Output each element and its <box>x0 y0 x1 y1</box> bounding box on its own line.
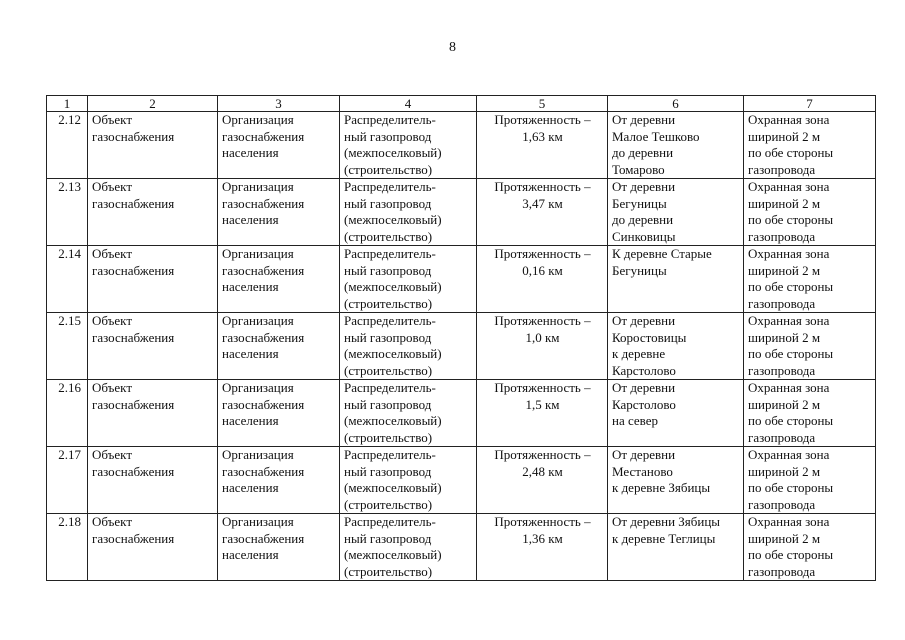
protection-zone-cell <box>744 313 876 380</box>
object-name-cell-text: Объект газоснабжения <box>92 313 175 345</box>
purpose-cell-text: Организация газоснабжения населения <box>222 313 305 361</box>
object-name-cell <box>88 179 218 246</box>
pipeline-type-cell <box>340 112 477 179</box>
location-cell <box>608 246 744 313</box>
location-cell <box>608 514 744 581</box>
column-header: 5 <box>477 96 608 112</box>
location-cell-text: От деревни Карстолово на север <box>612 380 676 428</box>
table-header-row <box>47 96 876 112</box>
column-header: 1 <box>47 96 88 112</box>
pipeline-type-cell <box>340 514 477 581</box>
purpose-cell <box>218 380 340 447</box>
pipeline-type-cell-text: Распределитель- ный газопровод (межпоселковый) (строительство) <box>344 514 442 579</box>
location-cell <box>608 179 744 246</box>
protection-zone-cell-text: Охранная зона шириной 2 м по обе стороны газопровода <box>748 380 834 445</box>
protection-zone-cell <box>744 447 876 514</box>
location-cell <box>608 112 744 179</box>
extent-cell-text: Протяженность – 2,48 км <box>494 447 591 479</box>
purpose-cell <box>218 246 340 313</box>
location-cell-text: От деревни Зябицы к деревне Теглицы <box>612 514 721 546</box>
extent-cell-text: Протяженность – 1,63 км <box>494 112 591 144</box>
location-cell-text: К деревне Старые Бегуницы <box>612 246 712 278</box>
purpose-cell-text: Организация газоснабжения населения <box>222 179 305 227</box>
row-number-cell <box>47 112 88 179</box>
protection-zone-cell <box>744 112 876 179</box>
extent-cell-text: Протяженность – 1,36 км <box>494 514 591 546</box>
purpose-cell <box>218 313 340 380</box>
gas-supply-objects-table <box>46 95 876 581</box>
row-number-cell <box>47 313 88 380</box>
extent-cell <box>477 179 608 246</box>
column-header: 4 <box>340 96 477 112</box>
table-row <box>47 246 876 313</box>
object-name-cell-text: Объект газоснабжения <box>92 447 175 479</box>
object-name-cell-text: Объект газоснабжения <box>92 380 175 412</box>
object-name-cell <box>88 447 218 514</box>
column-header: 2 <box>88 96 218 112</box>
purpose-cell-text: Организация газоснабжения населения <box>222 514 305 562</box>
protection-zone-cell <box>744 246 876 313</box>
page-number: 8 <box>449 40 456 55</box>
protection-zone-cell <box>744 380 876 447</box>
extent-cell <box>477 246 608 313</box>
object-name-cell-text: Объект газоснабжения <box>92 246 175 278</box>
row-number-cell <box>47 246 88 313</box>
location-cell-text: От деревни Коростовицы к деревне Карстолово <box>612 313 687 378</box>
purpose-cell <box>218 112 340 179</box>
protection-zone-cell-text: Охранная зона шириной 2 м по обе стороны газопровода <box>748 179 834 244</box>
pipeline-type-cell-text: Распределитель- ный газопровод (межпоселковый) (строительство) <box>344 179 442 244</box>
location-cell-text: От деревни Местаново к деревне Зябицы <box>612 447 711 495</box>
pipeline-type-cell <box>340 179 477 246</box>
pipeline-type-cell <box>340 313 477 380</box>
extent-cell-text: Протяженность – 1,0 км <box>494 313 591 345</box>
purpose-cell-text: Организация газоснабжения населения <box>222 112 305 160</box>
extent-cell <box>477 313 608 380</box>
row-number-cell <box>47 179 88 246</box>
location-cell-text: От деревни Малое Тешково до деревни Томарово <box>612 112 700 177</box>
table-body <box>47 112 876 581</box>
protection-zone-cell-text: Охранная зона шириной 2 м по обе стороны газопровода <box>748 514 834 579</box>
extent-cell-text: Протяженность – 0,16 км <box>494 246 591 278</box>
object-name-cell-text: Объект газоснабжения <box>92 514 175 546</box>
column-header: 6 <box>608 96 744 112</box>
extent-cell-text: Протяженность – 3,47 км <box>494 179 591 211</box>
object-name-cell <box>88 112 218 179</box>
pipeline-type-cell-text: Распределитель- ный газопровод (межпоселковый) (строительство) <box>344 246 442 311</box>
table-row <box>47 514 876 581</box>
object-name-cell <box>88 246 218 313</box>
extent-cell <box>477 112 608 179</box>
column-header: 3 <box>218 96 340 112</box>
table-row <box>47 179 876 246</box>
pipeline-type-cell <box>340 246 477 313</box>
object-name-cell-text: Объект газоснабжения <box>92 179 175 211</box>
row-number-cell <box>47 380 88 447</box>
row-number-cell <box>47 514 88 581</box>
protection-zone-cell-text: Охранная зона шириной 2 м по обе стороны газопровода <box>748 447 834 512</box>
purpose-cell-text: Организация газоснабжения населения <box>222 246 305 294</box>
row-number-cell-text: 2.16 <box>58 380 81 395</box>
row-number-cell-text: 2.14 <box>58 246 81 261</box>
table-row <box>47 380 876 447</box>
purpose-cell <box>218 514 340 581</box>
pipeline-type-cell-text: Распределитель- ный газопровод (межпоселковый) (строительство) <box>344 447 442 512</box>
object-name-cell <box>88 313 218 380</box>
location-cell <box>608 313 744 380</box>
pipeline-type-cell <box>340 447 477 514</box>
extent-cell <box>477 514 608 581</box>
location-cell <box>608 447 744 514</box>
row-number-cell-text: 2.17 <box>58 447 81 462</box>
object-name-cell <box>88 380 218 447</box>
table-row <box>47 112 876 179</box>
protection-zone-cell-text: Охранная зона шириной 2 м по обе стороны газопровода <box>748 112 834 177</box>
pipeline-type-cell-text: Распределитель- ный газопровод (межпоселковый) (строительство) <box>344 313 442 378</box>
column-header: 7 <box>744 96 876 112</box>
extent-cell <box>477 380 608 447</box>
row-number-cell <box>47 447 88 514</box>
purpose-cell-text: Организация газоснабжения населения <box>222 447 305 495</box>
object-name-cell <box>88 514 218 581</box>
location-cell-text: От деревни Бегуницы до деревни Синковицы <box>612 179 676 244</box>
table-row <box>47 313 876 380</box>
protection-zone-cell-text: Охранная зона шириной 2 м по обе стороны газопровода <box>748 313 834 378</box>
pipeline-type-cell <box>340 380 477 447</box>
location-cell <box>608 380 744 447</box>
purpose-cell <box>218 179 340 246</box>
purpose-cell <box>218 447 340 514</box>
row-number-cell-text: 2.12 <box>58 112 81 127</box>
row-number-cell-text: 2.18 <box>58 514 81 529</box>
row-number-cell-text: 2.15 <box>58 313 81 328</box>
purpose-cell-text: Организация газоснабжения населения <box>222 380 305 428</box>
extent-cell-text: Протяженность – 1,5 км <box>494 380 591 412</box>
object-name-cell-text: Объект газоснабжения <box>92 112 175 144</box>
extent-cell <box>477 447 608 514</box>
pipeline-type-cell-text: Распределитель- ный газопровод (межпоселковый) (строительство) <box>344 112 442 177</box>
protection-zone-cell <box>744 514 876 581</box>
protection-zone-cell-text: Охранная зона шириной 2 м по обе стороны газопровода <box>748 246 834 311</box>
pipeline-type-cell-text: Распределитель- ный газопровод (межпоселковый) (строительство) <box>344 380 442 445</box>
row-number-cell-text: 2.13 <box>58 179 81 194</box>
protection-zone-cell <box>744 179 876 246</box>
table-row <box>47 447 876 514</box>
